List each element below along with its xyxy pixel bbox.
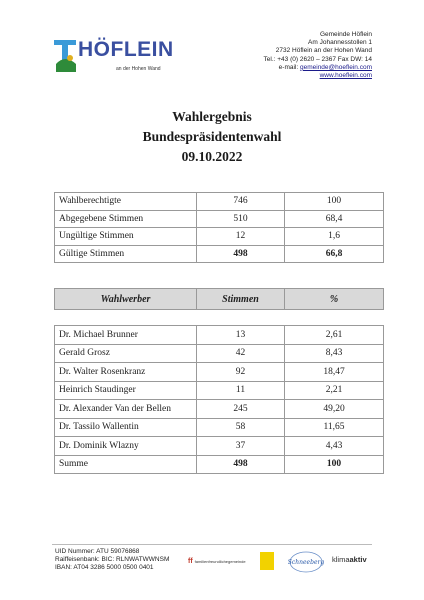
summary-value: 498 xyxy=(197,245,285,263)
candidate-votes: 245 xyxy=(197,400,285,419)
summary-percent: 68,4 xyxy=(285,210,384,228)
summary-table xyxy=(54,192,384,263)
family-badge-text: familienfreundlichegemeinde xyxy=(194,559,246,564)
candidate-votes: 13 xyxy=(197,326,285,345)
candidate-name: Dr. Michael Brunner xyxy=(55,326,197,345)
footer-line: Raiffeisenbank: BIC: RLNWATWWNSM xyxy=(55,556,170,563)
family-logo-icon: ff xyxy=(188,558,193,565)
table-row xyxy=(55,193,384,211)
aktiv-text: aktiv xyxy=(349,555,367,564)
klimaaktiv-badge xyxy=(332,555,367,564)
candidate-votes: 42 xyxy=(197,344,285,363)
table-row xyxy=(55,344,384,363)
candidate-name: Dr. Walter Rosenkranz xyxy=(55,363,197,382)
candidate-name: Gerald Grosz xyxy=(55,344,197,363)
table-row xyxy=(55,210,384,228)
logo-subtitle: an der Hohen Wand xyxy=(116,66,161,72)
table-row xyxy=(55,326,384,345)
column-header-votes: Stimmen xyxy=(197,289,285,310)
title-line: Bundespräsidentenwahl xyxy=(142,129,282,144)
coat-of-arms-icon xyxy=(52,36,80,76)
candidate-percent: 49,20 xyxy=(285,400,384,419)
website-link[interactable]: www.hoeflein.com xyxy=(319,72,372,80)
column-header-candidate: Wahlwerber xyxy=(55,289,197,310)
footer-badges xyxy=(188,550,378,574)
summary-label: Ungültige Stimmen xyxy=(55,228,197,246)
contact-line: Gemeinde Höflein xyxy=(319,31,372,38)
summary-label: Gültige Stimmen xyxy=(55,245,197,263)
candidate-votes: 11 xyxy=(197,381,285,400)
candidate-percent: 18,47 xyxy=(285,363,384,382)
footer-line: UID Nummer: ATU 59076868 xyxy=(55,548,140,555)
table-row xyxy=(55,437,384,456)
footer-divider xyxy=(52,544,372,545)
table-row xyxy=(55,228,384,246)
candidate-percent: 8,43 xyxy=(285,344,384,363)
contact-line: Tel.: +43 (0) 2620 – 2367 Fax DW: 14 xyxy=(263,55,372,63)
title-line: 09.10.2022 xyxy=(181,149,243,164)
footer-line: IBAN: AT04 3286 5000 0500 0401 xyxy=(55,564,154,571)
candidate-name: Heinrich Staudinger xyxy=(55,381,197,400)
results-table xyxy=(54,325,384,474)
footer-bank-info xyxy=(55,548,169,572)
table-row xyxy=(55,381,384,400)
candidate-percent: 11,65 xyxy=(285,418,384,437)
summary-percent: 1,6 xyxy=(285,228,384,246)
candidate-percent: 4,43 xyxy=(285,437,384,456)
klima-text: klima xyxy=(332,555,350,564)
email-link[interactable]: gemeinde@hoeflein.com xyxy=(299,63,372,71)
table-row xyxy=(55,418,384,437)
summary-value: 746 xyxy=(197,193,285,211)
certificate-badge-icon xyxy=(260,552,274,570)
contact-email-line xyxy=(172,64,372,72)
total-label: Summe xyxy=(55,455,197,474)
document-title xyxy=(0,107,424,167)
logo-wordmark: HÖFLEIN xyxy=(78,38,174,61)
table-header-row xyxy=(55,289,384,310)
schneeberg-text: Schneeberg xyxy=(288,559,324,566)
contact-line: 2732 Höflein an der Hohen Wand xyxy=(275,47,372,55)
total-percent: 100 xyxy=(285,455,384,474)
candidate-percent: 2,61 xyxy=(285,326,384,345)
family-friendly-badge xyxy=(188,558,246,565)
table-row xyxy=(55,245,384,263)
contact-block xyxy=(172,31,372,80)
schneeberg-logo-icon xyxy=(288,550,324,574)
title-line: Wahlergebnis xyxy=(172,109,252,124)
candidate-votes: 92 xyxy=(197,363,285,382)
total-votes: 498 xyxy=(197,455,285,474)
summary-value: 510 xyxy=(197,210,285,228)
candidate-votes: 37 xyxy=(197,437,285,456)
candidate-percent: 2,21 xyxy=(285,381,384,400)
table-row-total xyxy=(55,455,384,474)
summary-value: 12 xyxy=(197,228,285,246)
column-header-percent: % xyxy=(285,289,384,310)
candidate-name: Dr. Dominik Wlazny xyxy=(55,437,197,456)
results-header-table xyxy=(54,288,384,310)
candidate-name: Dr. Tassilo Wallentin xyxy=(55,418,197,437)
summary-label: Abgegebene Stimmen xyxy=(55,210,197,228)
summary-percent: 100 xyxy=(285,193,384,211)
candidate-name: Dr. Alexander Van der Bellen xyxy=(55,400,197,419)
contact-line: Am Johannesstollen 1 xyxy=(308,39,372,47)
email-label: e-mail: xyxy=(278,63,300,71)
table-row xyxy=(55,363,384,382)
candidate-votes: 58 xyxy=(197,418,285,437)
summary-label: Wahlberechtigte xyxy=(55,193,197,211)
summary-percent: 66,8 xyxy=(285,245,384,263)
table-row xyxy=(55,400,384,419)
municipality-logo xyxy=(52,36,192,78)
